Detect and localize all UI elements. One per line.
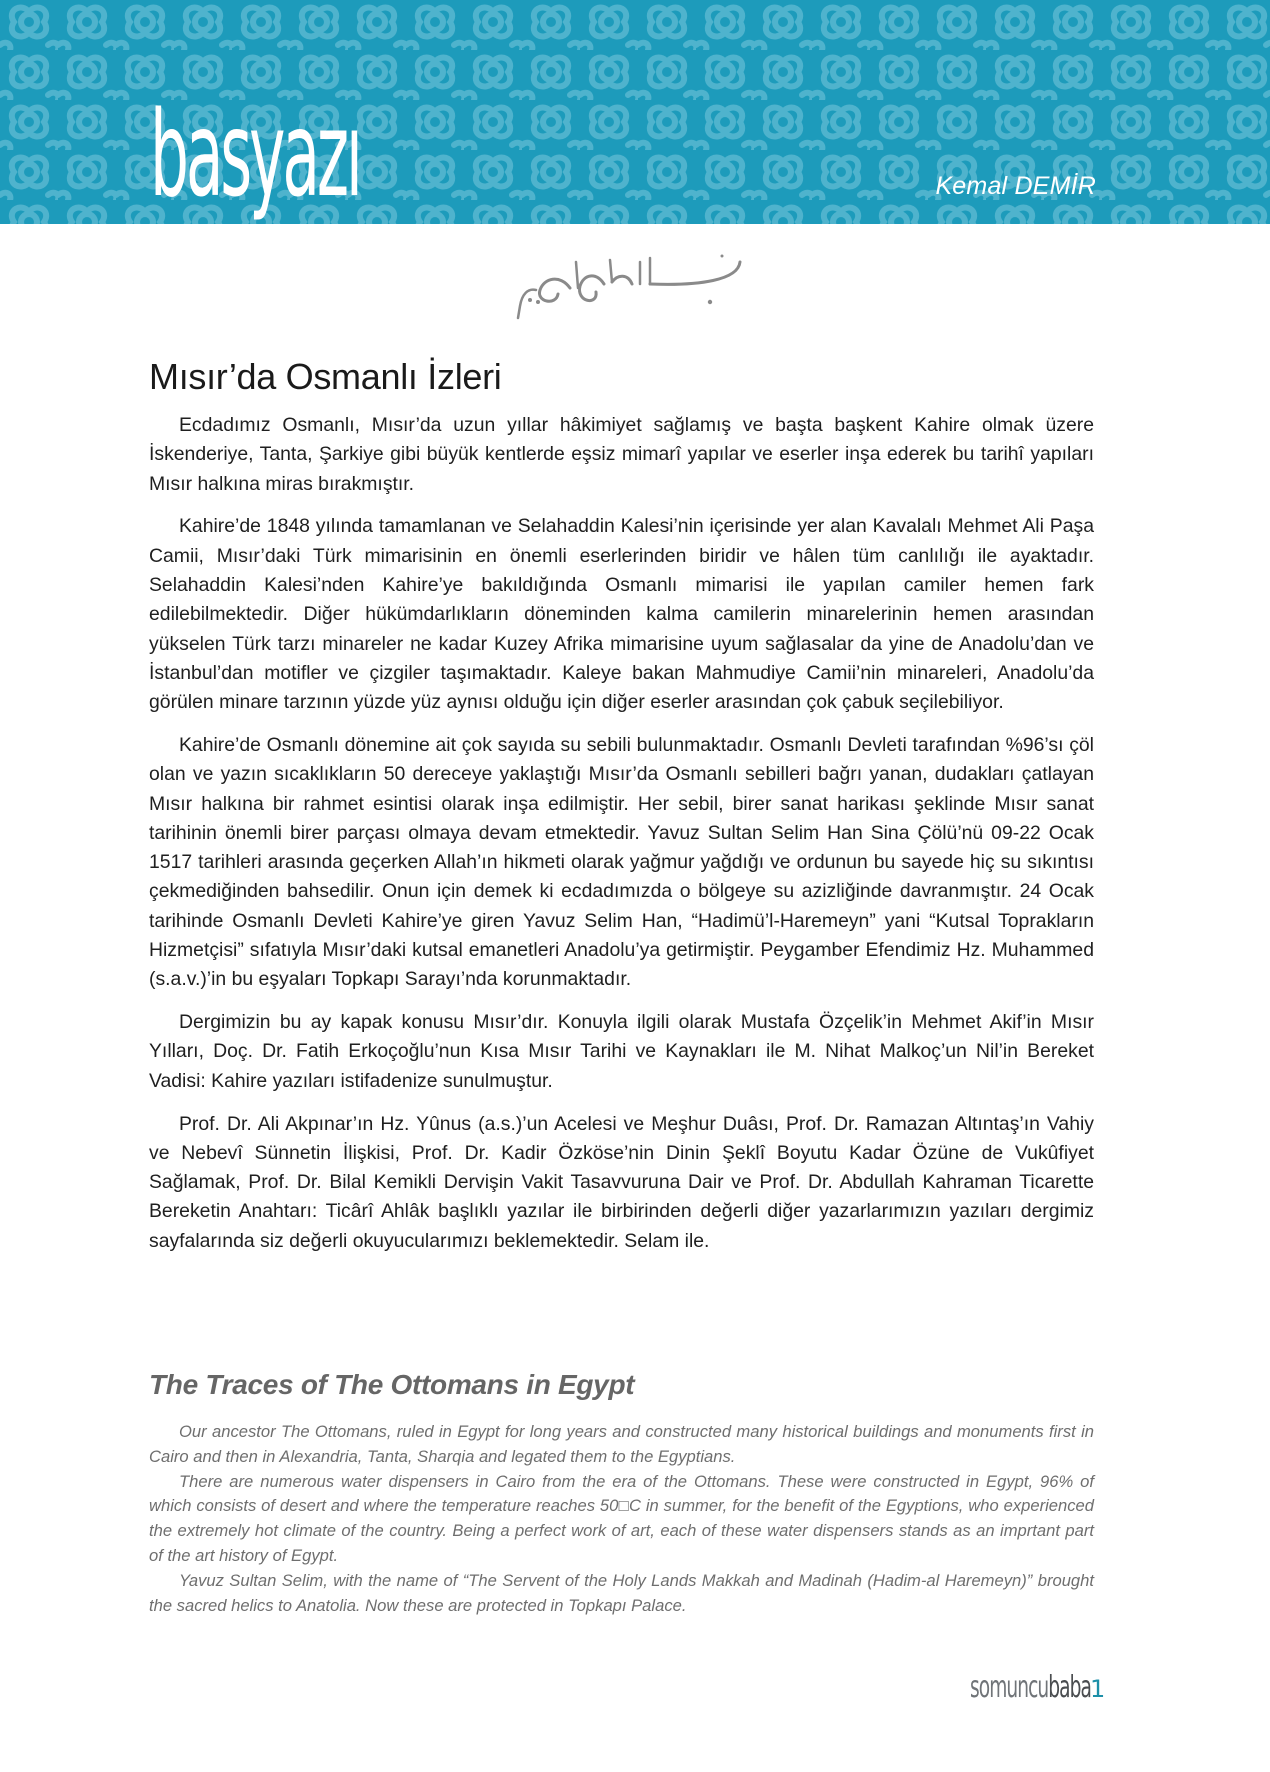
author-name: Kemal DEMİR [935, 172, 1096, 200]
page-number: 1 [1090, 1675, 1106, 1703]
article-body-en [149, 1420, 1094, 1618]
paragraph: Our ancestor The Ottomans, ruled in Egypt for long years and constructed many historical buildings and monuments first in Cairo and then in Alexandria, Tanta, Sharqia and legated them to the Egyptians. [149, 1422, 1094, 1466]
basmala-calligraphy-icon [500, 244, 750, 324]
page-footer [970, 1670, 1105, 1705]
header-banner [0, 0, 1270, 224]
article-title-en: The Traces of The Ottomans in Egypt [149, 1369, 635, 1400]
magazine-logo [970, 1670, 1091, 1705]
article-title-tr: Mısır’da Osmanlı İzleri [149, 356, 502, 397]
logo-bold: baba [1048, 1670, 1091, 1705]
paragraph: Kahire’de 1848 yılında tamamlanan ve Selahaddin Kalesi’nin içerisinde yer alan Kavalalı Mehmet Ali Paşa Camii, Mısır’daki Türk mimarisinin en önemli eserlerinden biridir ve hâlen tüm canlılığı ile ayaktadır. Selahaddin Kalesi’nden Kahire’ye bakıldığında Osmanlı mimarisi ile yapılan camiler hemen fark edilebilmektedir. Diğer hükümdarlıkların döneminden kalma camilerin minarelerinin hemen arasından yükselen Türk tarzı minareler ne kadar Kuzey Afrika mimarisine uyum sağlasalar da yine de Anadolu’dan ve İstanbul’dan motifler ve çizgiler taşımaktadır. Kaleye bakan Mahmudiye Camii’nin minareleri, Anadolu’da görülen minare tarzının yüzde yüz aynısı olduğu için diğer eserler arasından çok çabuk seçilebiliyor. [149, 515, 1094, 714]
paragraph: Prof. Dr. Ali Akpınar’ın Hz. Yûnus (a.s.)’un Acelesi ve Meşhur Duâsı, Prof. Dr. Ramazan Altıntaş’ın Vahiy ve Nebevî Sünnetin İlişkisi, Prof. Dr. Kadir Özköse’nin Dinin Şeklî Boyutu Kadar Özüne de Vukûfiyet Sağlamak, Prof. Dr. Bilal Kemikli Dervişin Vakit Tasavvuruna Dair ve Prof. Dr. Abdullah Kahraman Ticarette Bereketin Anahtarı: Ticârî Ahlâk başlıklı yazılar ile birbirinden değerli diğer yazarlarımızın yazıları dergimiz sayfalarında siz değerli okuyucularımızı beklemektedir. Selam ile. [149, 1112, 1094, 1252]
paragraph: Yavuz Sultan Selim, with the name of “The Servent of the Holy Lands Makkah and Madinah (Hadim-al Haremeyn)” brought the sacred helics to Anatolia. Now these are protected in Topkapı Palace. [149, 1570, 1094, 1615]
paragraph: Kahire’de Osmanlı dönemine ait çok sayıda su sebili bulunmaktadır. Osmanlı Devleti tarafından %96’sı çöl olan ve yazın sıcaklıkların 50 dereceye yaklaştığı Mısır’da Osmanlı sebilleri bağrı yanan, dudakları çatlayan Mısır halkına bir rahmet esintisi olarak inşa edilmiştir. Her sebil, birer sanat harikası şeklinde Mısır sanat tarihinin önemli birer parçası olmaya devam etmektedir. Yavuz Sultan Selim Han Sina Çölü’nü 09-22 Ocak 1517 tarihleri arasında geçerken Allah’ın hikmeti olarak yağmur yağdığı ve ordunun bu sayede hiç su sıkıntısı çekmediğinden bahsedilir. Onun için demek ki ecdadımızda o bölgeye su azizliğinde davranmıştır. 24 Ocak tarihinde Osmanlı Devleti Kahire’ye giren Yavuz Selim Han, “Hadimü’l-Haremeyn” yani “Kutsal Toprakların Hizmetçisi” sıfatıyla Mısır’daki kutsal emanetleri Anadolu’ya getirmiştir. Peygamber Efendimiz Hz. Muhammed (s.a.v.)’in bu eşyaları Topkapı Sarayı’nda korunmaktadır. [149, 733, 1094, 991]
logo-light: somuncu [970, 1670, 1049, 1705]
paragraph: There are numerous water dispensers in Cairo from the era of the Ottomans. These were constructed in Egypt, 96% of which consists of desert and where the temperature reaches 50□C in summer, for the benefit of the Egyptions, who experienced the extremely hot climate of the country. Being a perfect work of art, each of these water dispensers stands as an imprtant part of the art history of Egypt. [149, 1471, 1094, 1565]
section-title: basyazı [150, 85, 360, 223]
paragraph: Dergimizin bu ay kapak konusu Mısır’dır. Konuyla ilgili olarak Mustafa Özçelik’in Mehmet Akif’in Mısır Yılları, Doç. Dr. Fatih Erkoçoğlu’nun Kısa Mısır Tarihi ve Kaynakları ile M. Nihat Malkoç’un Nil’in Bereket Vadisi: Kahire yazıları istifadenize sunulmuştur. [149, 1011, 1094, 1092]
article-body-tr [149, 411, 1094, 1270]
paragraph: Ecdadımız Osmanlı, Mısır’da uzun yıllar hâkimiyet sağlamış ve başta başkent Kahire olmak üzere İskenderiye, Tanta, Şarkiye gibi büyük kentlerde eşsiz mimarî yapılar ve eserler inşa ederek bu tarihî yapıları Mısır halkına miras bırakmıştır. [149, 414, 1094, 495]
